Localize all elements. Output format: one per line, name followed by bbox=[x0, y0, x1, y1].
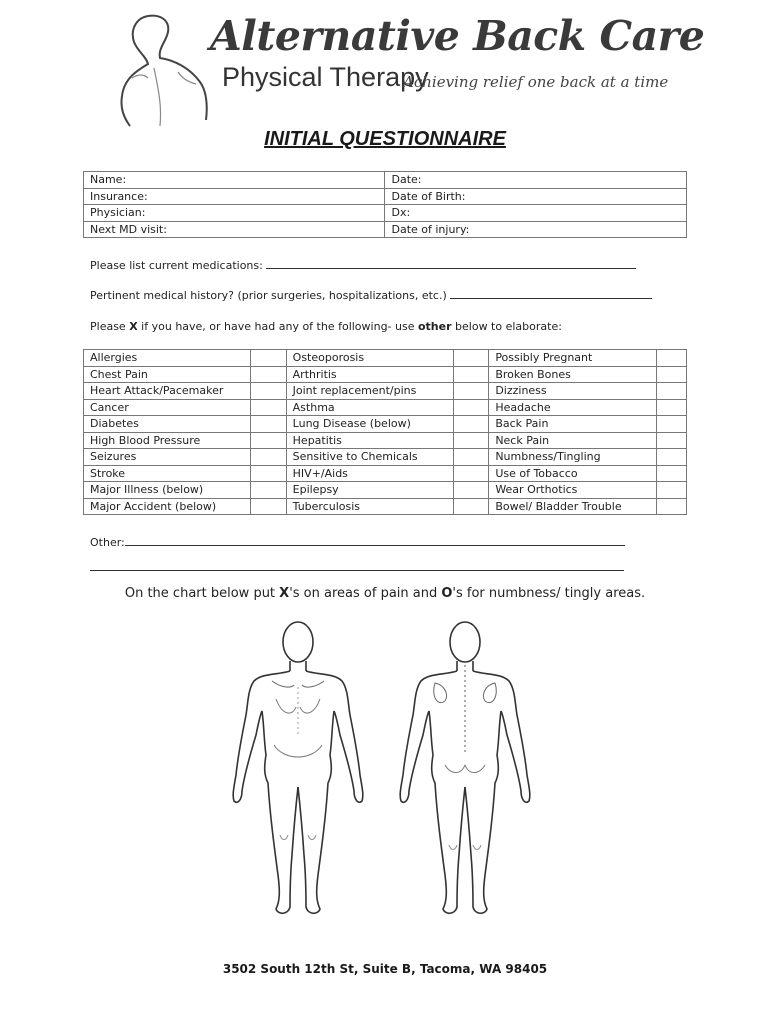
condition-label: Allergies bbox=[84, 350, 251, 367]
back-silhouette-icon bbox=[118, 8, 218, 130]
condition-checkbox[interactable] bbox=[251, 482, 286, 499]
condition-checkbox[interactable] bbox=[251, 399, 286, 416]
condition-checkbox[interactable] bbox=[251, 416, 286, 433]
condition-checkbox[interactable] bbox=[454, 498, 489, 515]
checklist-row bbox=[84, 482, 687, 499]
condition-checkbox[interactable] bbox=[454, 465, 489, 482]
front-chest bbox=[276, 699, 320, 713]
clinic-address: 3502 South 12th St, Suite B, Tacoma, WA 98405 bbox=[222, 962, 548, 976]
other-input-line-2[interactable] bbox=[90, 560, 624, 571]
name-field[interactable]: Name: bbox=[84, 172, 385, 189]
history-input-line[interactable] bbox=[450, 288, 652, 299]
condition-checkbox[interactable] bbox=[454, 366, 489, 383]
condition-checkbox[interactable] bbox=[251, 449, 286, 466]
other-continuation bbox=[90, 560, 624, 574]
front-left-leg[interactable] bbox=[262, 711, 298, 913]
checklist-row bbox=[84, 366, 687, 383]
condition-label: Headache bbox=[489, 399, 656, 416]
condition-label: Major Illness (below) bbox=[84, 482, 251, 499]
checklist-row bbox=[84, 416, 687, 433]
condition-checkbox[interactable] bbox=[251, 432, 286, 449]
patient-info-table bbox=[83, 171, 687, 238]
condition-checkbox[interactable] bbox=[454, 399, 489, 416]
condition-checkbox[interactable] bbox=[454, 416, 489, 433]
instruction-x: X bbox=[279, 586, 290, 601]
instruction-other: other bbox=[417, 320, 452, 333]
condition-checkbox[interactable] bbox=[656, 498, 686, 515]
condition-label: Stroke bbox=[84, 465, 251, 482]
medications-question bbox=[90, 258, 636, 272]
table-row bbox=[84, 172, 687, 189]
condition-label: Asthma bbox=[286, 399, 453, 416]
instruction-text: 's for numbness/ tingly areas. bbox=[452, 586, 646, 601]
checklist-row bbox=[84, 383, 687, 400]
condition-label: HIV+/Aids bbox=[286, 465, 453, 482]
condition-label: Arthritis bbox=[286, 366, 453, 383]
instruction-x: X bbox=[129, 320, 138, 333]
condition-label: Bowel/ Bladder Trouble bbox=[489, 498, 656, 515]
back-knees bbox=[449, 845, 481, 850]
instruction-text: below to elaborate: bbox=[451, 320, 562, 333]
condition-label: High Blood Pressure bbox=[84, 432, 251, 449]
condition-checkbox[interactable] bbox=[454, 383, 489, 400]
condition-label: Cancer bbox=[84, 399, 251, 416]
condition-checkbox[interactable] bbox=[454, 432, 489, 449]
condition-checkbox[interactable] bbox=[656, 416, 686, 433]
condition-label: Tuberculosis bbox=[286, 498, 453, 515]
back-head[interactable] bbox=[450, 622, 480, 662]
condition-label: Broken Bones bbox=[489, 366, 656, 383]
dx-field[interactable]: Dx: bbox=[385, 205, 687, 222]
body-chart-instruction bbox=[0, 586, 770, 601]
condition-label: Neck Pain bbox=[489, 432, 656, 449]
condition-label: Possibly Pregnant bbox=[489, 350, 656, 367]
condition-label: Chest Pain bbox=[84, 366, 251, 383]
next-md-visit-field[interactable]: Next MD visit: bbox=[84, 221, 385, 238]
instruction-text: if you have, or have had any of the following- use bbox=[137, 320, 418, 333]
condition-checkbox[interactable] bbox=[656, 399, 686, 416]
insurance-field[interactable]: Insurance: bbox=[84, 188, 385, 205]
history-label: Pertinent medical history? (prior surgeries, hospitalizations, etc.) bbox=[90, 289, 447, 302]
condition-label: Hepatitis bbox=[286, 432, 453, 449]
condition-label: Numbness/Tingling bbox=[489, 449, 656, 466]
condition-label: Lung Disease (below) bbox=[286, 416, 453, 433]
condition-checkbox[interactable] bbox=[656, 366, 686, 383]
condition-checkbox[interactable] bbox=[251, 366, 286, 383]
other-input-line[interactable] bbox=[125, 535, 625, 546]
conditions-instruction bbox=[90, 320, 562, 333]
condition-label: Wear Orthotics bbox=[489, 482, 656, 499]
condition-checkbox[interactable] bbox=[251, 383, 286, 400]
front-right-arm[interactable] bbox=[306, 671, 363, 802]
table-row bbox=[84, 188, 687, 205]
medications-input-line[interactable] bbox=[266, 258, 636, 269]
table-row bbox=[84, 221, 687, 238]
history-question bbox=[90, 288, 652, 302]
other-label: Other: bbox=[90, 536, 125, 549]
condition-checkbox[interactable] bbox=[656, 350, 686, 367]
instruction-text: Please bbox=[90, 320, 130, 333]
condition-checkbox[interactable] bbox=[656, 449, 686, 466]
condition-label: Seizures bbox=[84, 449, 251, 466]
checklist-row bbox=[84, 449, 687, 466]
checklist-row bbox=[84, 498, 687, 515]
logo-tagline: Achieving relief one back at a time bbox=[403, 73, 669, 91]
condition-label: Joint replacement/pins bbox=[286, 383, 453, 400]
checklist-row bbox=[84, 350, 687, 367]
instruction-text: On the chart below put bbox=[124, 586, 280, 601]
front-left-arm[interactable] bbox=[233, 671, 290, 802]
front-abdomen bbox=[274, 745, 322, 757]
condition-checkbox[interactable] bbox=[251, 465, 286, 482]
instruction-o: O bbox=[441, 586, 453, 601]
back-right-arm[interactable] bbox=[473, 671, 530, 802]
date-of-injury-field[interactable]: Date of injury: bbox=[385, 221, 687, 238]
condition-label: Osteoporosis bbox=[286, 350, 453, 367]
back-right-leg[interactable] bbox=[465, 711, 501, 913]
front-collarbones bbox=[272, 681, 324, 687]
other-question bbox=[90, 535, 625, 549]
back-buttocks bbox=[445, 765, 485, 773]
checklist-row bbox=[84, 399, 687, 416]
clinic-logo bbox=[118, 8, 705, 130]
body-back-figure[interactable] bbox=[385, 615, 545, 925]
condition-checkbox[interactable] bbox=[251, 498, 286, 515]
condition-checkbox[interactable] bbox=[656, 383, 686, 400]
condition-label: Major Accident (below) bbox=[84, 498, 251, 515]
physician-field[interactable]: Physician: bbox=[84, 205, 385, 222]
condition-checkbox[interactable] bbox=[454, 449, 489, 466]
logo-title: Alternative Back Care bbox=[210, 12, 705, 60]
table-row bbox=[84, 205, 687, 222]
back-left-leg[interactable] bbox=[429, 711, 465, 913]
front-knees bbox=[280, 835, 316, 840]
condition-label: Use of Tobacco bbox=[489, 465, 656, 482]
conditions-checklist bbox=[83, 349, 687, 515]
condition-checkbox[interactable] bbox=[656, 482, 686, 499]
date-field[interactable]: Date: bbox=[385, 172, 687, 189]
condition-label: Epilepsy bbox=[286, 482, 453, 499]
body-front-figure[interactable] bbox=[218, 615, 378, 925]
condition-checkbox[interactable] bbox=[656, 465, 686, 482]
checklist-row bbox=[84, 432, 687, 449]
condition-label: Diabetes bbox=[84, 416, 251, 433]
condition-checkbox[interactable] bbox=[454, 350, 489, 367]
checklist-row bbox=[84, 465, 687, 482]
front-right-leg[interactable] bbox=[298, 711, 334, 913]
condition-label: Dizziness bbox=[489, 383, 656, 400]
medications-label: Please list current medications: bbox=[90, 259, 263, 272]
condition-checkbox[interactable] bbox=[656, 432, 686, 449]
date-of-birth-field[interactable]: Date of Birth: bbox=[385, 188, 687, 205]
front-head[interactable] bbox=[283, 622, 313, 662]
condition-checkbox[interactable] bbox=[454, 482, 489, 499]
condition-checkbox[interactable] bbox=[251, 350, 286, 367]
back-left-arm[interactable] bbox=[400, 671, 457, 802]
condition-label: Heart Attack/Pacemaker bbox=[84, 383, 251, 400]
form-title: INITIAL QUESTIONNAIRE bbox=[264, 128, 506, 150]
condition-label: Back Pain bbox=[489, 416, 656, 433]
condition-label: Sensitive to Chemicals bbox=[286, 449, 453, 466]
instruction-text: 's on areas of pain and bbox=[289, 586, 442, 601]
logo-subtitle: Physical Therapy bbox=[222, 62, 429, 92]
